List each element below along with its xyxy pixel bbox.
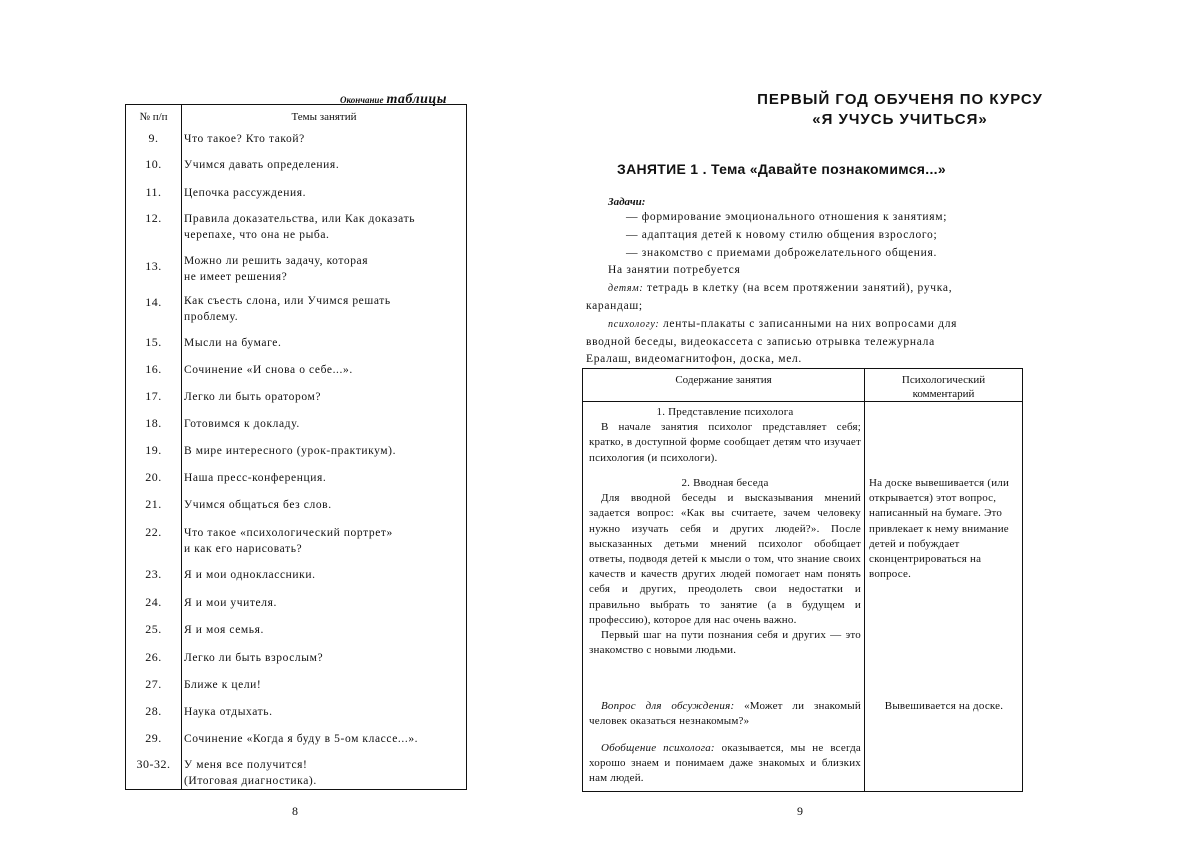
row-topic: Мысли на бумаге.: [184, 337, 282, 349]
row-topic: Можно ли решить задачу, которая не имеет решения?: [184, 255, 369, 283]
row-topic: Наша пресс-конференция.: [184, 472, 327, 484]
children-text: тетрадь в клетку (на всем протяжении занятий), ручка,: [646, 282, 953, 294]
section-text: В начале занятия психолог представляет себя; кратко, в доступной форме сообщает детям что изучает психология (и психологи).: [589, 421, 861, 464]
children-label: детям:: [608, 283, 644, 294]
summary-label: Обобщение психолога:: [601, 742, 715, 754]
row-number: 16.: [145, 362, 162, 376]
question-text: «Может ли знакомый человек оказаться незнакомым?»: [589, 700, 861, 728]
comment-board: На доске вывешивается (или открывается) этот вопрос, написанный на бумаге. Это привлекает к нему внимание детей и побуждает сконцентрироваться на вопросе.: [869, 477, 1010, 581]
row-topic: Наука отдыхать.: [184, 706, 273, 718]
task-item: — адаптация детей к новому стилю общения взрослого;: [626, 229, 938, 241]
row-number: 13.: [145, 259, 162, 273]
psychologist-text-cont: вводной беседы, видеокассета с записью отрывка тележурнала: [586, 336, 935, 348]
row-number: 27.: [145, 677, 162, 691]
lesson-heading: ЗАНЯТИЕ 1 . Тема «Давайте познакомимся...»: [617, 161, 946, 177]
row-number: 20.: [145, 470, 162, 484]
row-number: 15.: [145, 335, 162, 349]
header-num: № п/п: [139, 111, 168, 123]
header-divider: [583, 401, 1022, 402]
row-topic: Учимся общаться без слов.: [184, 499, 332, 511]
requirements-intro: На занятии потребуется: [608, 264, 741, 276]
discussion-question: [589, 699, 861, 729]
row-topic: Легко ли быть оратором?: [184, 391, 322, 403]
row-topic: Легко ли быть взрослым?: [184, 652, 324, 664]
task-item: — знакомство с приемами доброжелательного общения.: [626, 247, 938, 259]
row-topic: В мире интересного (урок-практикум).: [184, 445, 397, 457]
row-topic: Цепочка рассуждения.: [184, 187, 307, 199]
row-number: 18.: [145, 416, 162, 430]
section-title: 1. Представление психолога: [656, 406, 794, 418]
row-topic: Я и мои одноклассники.: [184, 569, 316, 581]
summary-paragraph: [589, 741, 861, 787]
comment-board-2: Вывешивается на доске.: [884, 700, 1004, 712]
task-item: — формирование эмоционального отношения к занятиям;: [626, 211, 948, 223]
psychologist-summary: [589, 741, 861, 787]
row-topic: Учимся давать определения.: [184, 159, 340, 171]
section-intro: [589, 405, 861, 466]
col-content-header: Содержание занятия: [675, 374, 772, 386]
row-number: 11.: [145, 185, 162, 199]
row-number: 30-32.: [136, 757, 171, 771]
tasks-label: Задачи:: [608, 196, 646, 208]
row-topic: Ближе к цели!: [184, 679, 262, 691]
row-number: 12.: [145, 211, 162, 225]
psychologist-label: психологу:: [608, 319, 660, 330]
psychologist-text-cont: Ералаш, видеомагнитофон, доска, мел.: [586, 353, 803, 365]
continuation-word: таблицы: [386, 92, 447, 107]
table-divider: [181, 105, 182, 789]
row-number: 19.: [145, 443, 162, 457]
row-topic: Сочинение «Когда я буду в 5-ом классе...».: [184, 733, 419, 745]
row-number: 14.: [145, 295, 162, 309]
header-topic: Темы занятий: [291, 111, 357, 123]
row-topic: Сочинение «И снова о себе...».: [184, 364, 353, 376]
row-number: 9.: [148, 131, 159, 145]
title-line-1: ПЕРВЫЙ ГОД ОБУЧЕНЯ ПО КУРСУ: [757, 91, 1043, 108]
section-text: Для вводной беседы и высказывания мнений задается вопрос: «Как вы считаете, зачем человеку нужно изучать себя и других людей?». После высказанных детьми мнений психолог обобщает ответы, подводя детей к мысли о том, что знание своих качеств и качеств других людей помогает нам понять себя и других, преодолеть свои недостатки и правильно выбрать то занятие (а в будущем и профессию), которое для нас очень важно.: [589, 492, 861, 626]
row-topic: Что такое? Кто такой?: [184, 133, 305, 145]
question-paragraph: [589, 699, 861, 729]
children-text-cont: карандаш;: [586, 300, 643, 312]
row-topic: Я и мои учителя.: [184, 597, 277, 609]
section-title: 2. Вводная беседа: [681, 477, 769, 489]
children-requirements: [608, 282, 952, 294]
row-topic: У меня все получится! (Итоговая диагностика).: [184, 759, 317, 787]
col-comment-header-line: Психологический: [901, 374, 986, 386]
row-number: 22.: [145, 525, 162, 539]
topics-table: [125, 104, 467, 790]
title-line-2: «Я УЧУСЬ УЧИТЬСЯ»: [812, 111, 988, 128]
row-topic: Правила доказательства, или Как доказать черепахе, что она не рыба.: [184, 213, 416, 241]
section-conversation: [589, 476, 861, 658]
table-divider: [864, 369, 865, 791]
summary-text: оказывается, мы не всегда хорошо знаем и понимаем даже знакомых и близких нам людей.: [589, 742, 862, 785]
row-number: 25.: [145, 622, 162, 636]
psychologist-requirements: [608, 318, 957, 330]
section-text: Первый шаг на пути познания себя и других — это знакомство с новыми людьми.: [589, 629, 861, 657]
row-number: 28.: [145, 704, 162, 718]
page-title: [600, 90, 1200, 130]
col-comment-header: [865, 373, 1022, 401]
row-number: 10.: [145, 157, 162, 171]
row-topic: Я и моя семья.: [184, 624, 264, 636]
question-label: Вопрос для обсуждения:: [601, 700, 735, 712]
col-comment-header-line: комментарий: [912, 388, 975, 400]
row-number: 24.: [145, 595, 162, 609]
lesson-table: [582, 368, 1023, 792]
page-number-left: 8: [292, 804, 298, 818]
row-topic: Готовимся к докладу.: [184, 418, 300, 430]
row-topic: Что такое «психологический портрет» и как его нарисовать?: [184, 527, 393, 555]
row-number: 29.: [145, 731, 162, 745]
page-number-right: 9: [797, 804, 803, 818]
row-number: 17.: [145, 389, 162, 403]
row-number: 23.: [145, 567, 162, 581]
continuation-prefix: Окончание: [340, 95, 384, 105]
psychologist-text: ленты-плакаты с записанными на них вопросами для: [662, 318, 958, 330]
row-number: 21.: [145, 497, 162, 511]
row-topic: Как съесть слона, или Учимся решать проблему.: [184, 295, 391, 323]
row-number: 26.: [145, 650, 162, 664]
